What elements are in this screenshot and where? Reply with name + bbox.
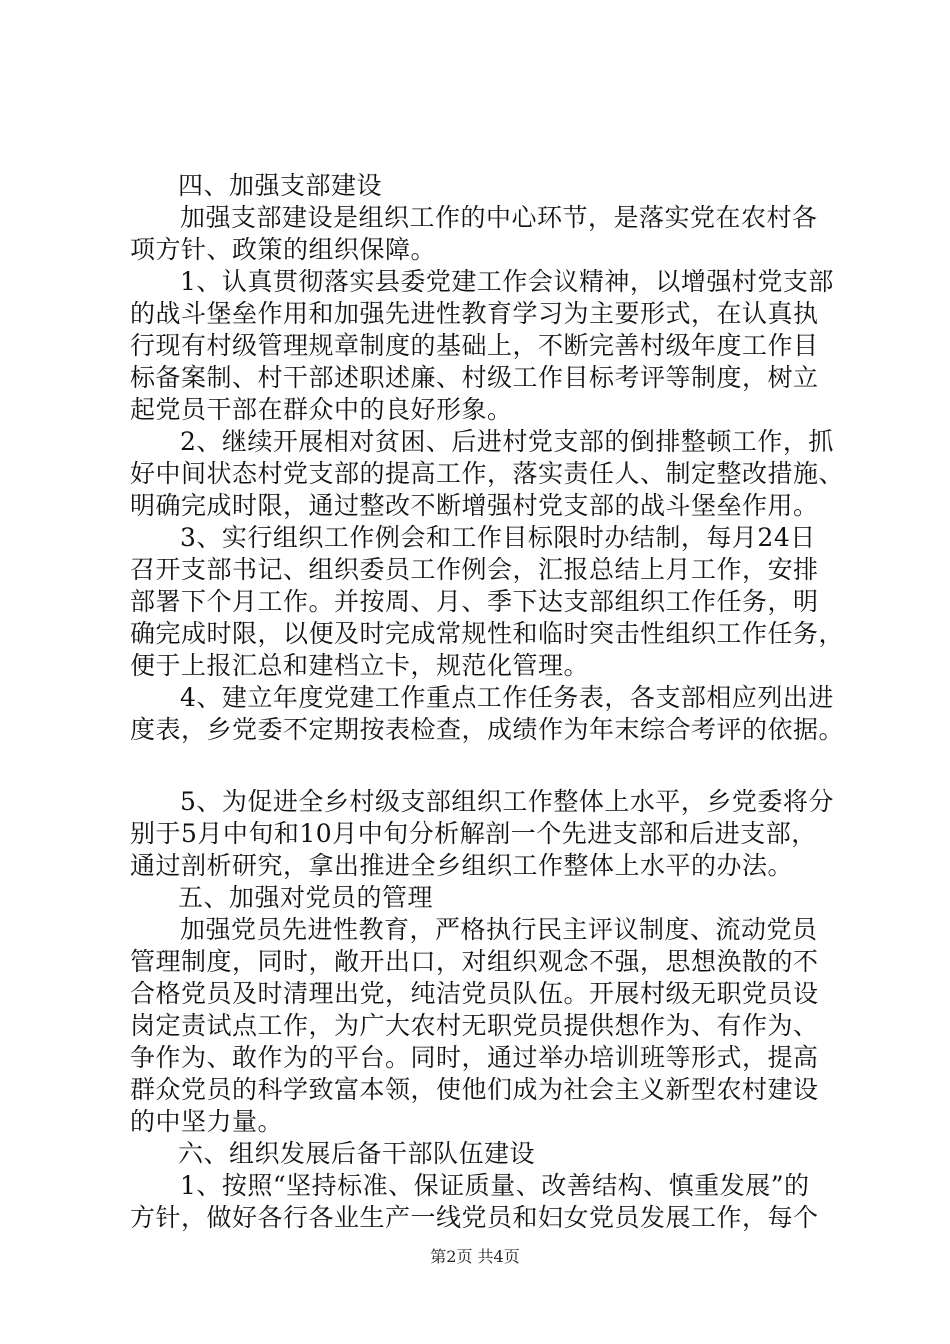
section-heading-5: 五、加强对党员的管理 [178,883,434,912]
paragraph-line: 的战斗堡垒作用和加强先进性教育学习为主要形式，在认真执 [130,299,819,328]
paragraph-line: 确完成时限，以便及时完成常规性和临时突击性组织工作任务， [130,619,845,648]
paragraph-gap [130,746,830,786]
paragraph-line: 方针，做好各行各业生产一线党员和妇女党员发展工作，每个 [130,1203,819,1232]
paragraph-line: 加强支部建设是组织工作的中心环节，是落实党在农村各 [180,203,818,232]
paragraph-line: 群众党员的科学致富本领，使他们成为社会主义新型农村建设 [130,1075,819,1104]
paragraph-line: 2、继续开展相对贫困、后进村党支部的倒排整顿工作，抓 [180,427,834,456]
paragraph-line: 管理制度，同时，敞开出口，对组织观念不强，思想涣散的不 [130,947,819,976]
section-heading-4: 四、加强支部建设 [178,171,383,200]
paragraph-line: 加强党员先进性教育，严格执行民主评议制度、流动党员 [180,915,818,944]
paragraph-line: 起党员干部在群众中的良好形象。 [130,395,513,424]
paragraph-line: 合格党员及时清理出党，纯洁党员队伍。开展村级无职党员设 [130,979,819,1008]
paragraph-line: 明确完成时限，通过整改不断增强村党支部的战斗堡垒作用。 [130,491,819,520]
paragraph-line: 行现有村级管理规章制度的基础上，不断完善村级年度工作目 [130,331,819,360]
paragraph-line: 度表，乡党委不定期按表检查，成绩作为年末综合考评的依据。 [130,715,845,744]
paragraph-line: 1、认真贯彻落实县委党建工作会议精神，以增强村党支部 [180,267,834,296]
paragraph-line: 4、建立年度党建工作重点工作任务表，各支部相应列出进 [180,683,834,712]
document-body [130,170,845,1234]
paragraph-line: 1、按照“坚持标准、保证质量、改善结构、慎重发展”的 [180,1171,810,1200]
paragraph-line: 别于5月中旬和10月中旬分析解剖一个先进支部和后进支部， [130,819,817,848]
page-number-footer: 第2页 共4页 [430,1247,520,1266]
section-heading-6: 六、组织发展后备干部队伍建设 [178,1139,536,1168]
paragraph-line: 项方针、政策的组织保障。 [130,235,437,264]
paragraph-line: 部署下个月工作。并按周、月、季下达支部组织工作任务，明 [130,587,819,616]
paragraph-line: 标备案制、村干部述职述廉、村级工作目标考评等制度，树立 [130,363,819,392]
paragraph-line: 3、实行组织工作例会和工作目标限时办结制，每月24日 [180,523,816,552]
paragraph-line: 召开支部书记、组织委员工作例会，汇报总结上月工作，安排 [130,555,819,584]
paragraph-line: 便于上报汇总和建档立卡，规范化管理。 [130,651,590,680]
paragraph-line: 5、为促进全乡村级支部组织工作整体上水平，乡党委将分 [180,787,834,816]
paragraph-line: 好中间状态村党支部的提高工作，落实责任人、制定整改措施、 [130,459,845,488]
paragraph-line: 争作为、敢作为的平台。同时，通过举办培训班等形式，提高 [130,1043,819,1072]
paragraph-line: 岗定责试点工作，为广大农村无职党员提供想作为、有作为、 [130,1011,819,1040]
paragraph-line: 通过剖析研究，拿出推进全乡组织工作整体上水平的办法。 [130,851,794,880]
paragraph-line: 的中坚力量。 [130,1107,284,1136]
